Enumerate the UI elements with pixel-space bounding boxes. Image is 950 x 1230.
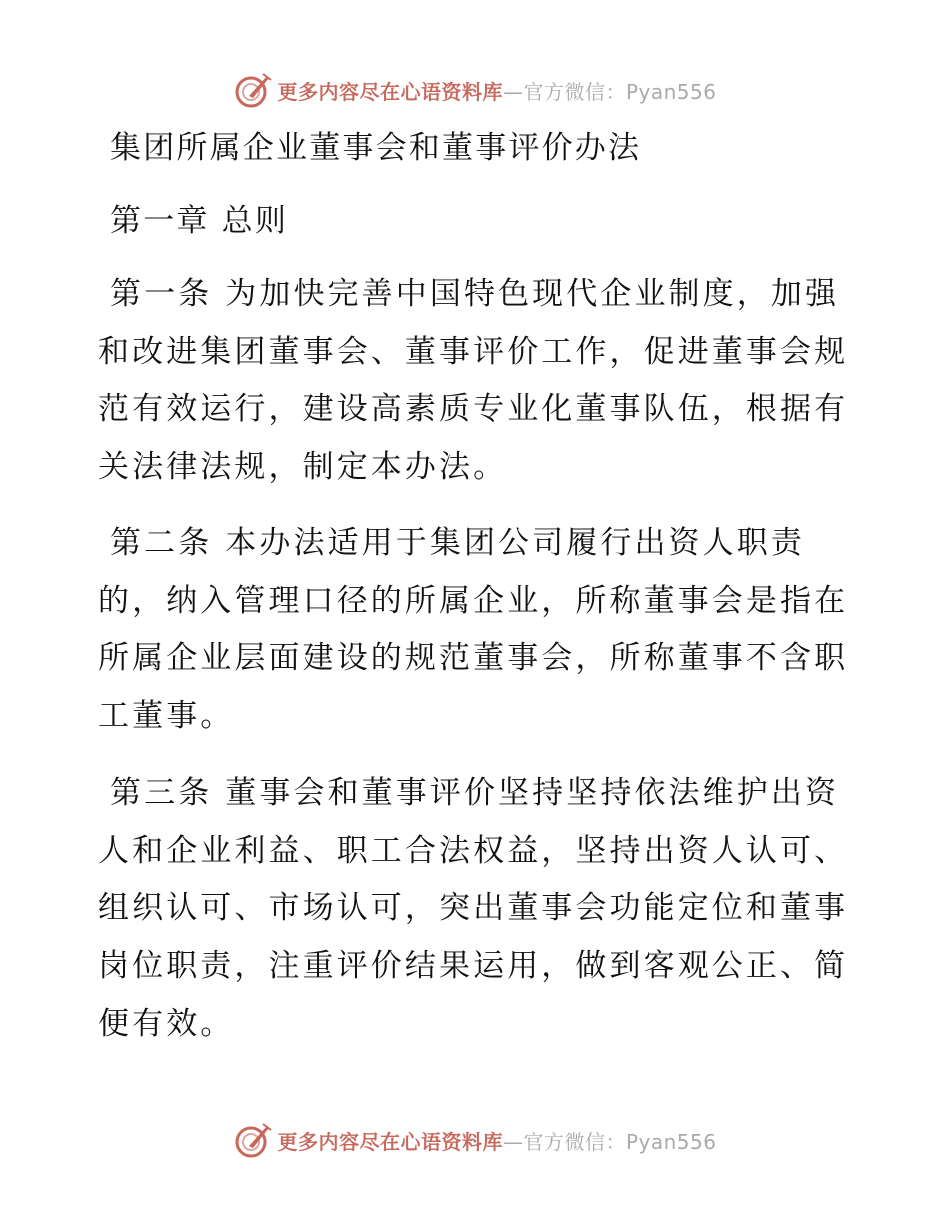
article-line: 岗位职责，注重评价结果运用，做到客观公正、简 <box>98 948 849 985</box>
watermark-gray-text: 官方微信：Pyan556 <box>523 79 717 104</box>
article-3 <box>98 765 850 1054</box>
article-line: 的，纳入管理口径的所属企业，所称董事会是指在 <box>98 582 849 619</box>
article-line: 关法律法规，制定本办法。 <box>98 449 508 486</box>
article-line: 范有效运行，建设高素质专业化董事队伍，根据有 <box>98 391 849 428</box>
article-line: 组织认可、市场认可，突出董事会功能定位和董事 <box>98 890 849 927</box>
article-line: 便有效。 <box>98 1005 235 1042</box>
watermark-footer <box>0 1118 950 1162</box>
article-line: 和改进集团董事会、董事评价工作，促进董事会规 <box>98 333 849 370</box>
watermark-red-text: 更多内容尽在心语资料库 <box>277 79 503 104</box>
article-line: 所属企业层面建设的规范董事会，所称董事不含职 <box>98 640 849 677</box>
article-1 <box>98 266 850 497</box>
watermark-gray-text: 官方微信：Pyan556 <box>523 1129 717 1154</box>
watermark-red-text: 更多内容尽在心语资料库 <box>277 1129 503 1154</box>
article-line: 人和企业利益、职工合法权益，坚持出资人认可、 <box>98 832 849 869</box>
watermark-dash: — <box>502 1129 524 1154</box>
document-title: 集团所属企业董事会和董事评价办法 <box>110 130 642 166</box>
article-line: 第二条 本办法适用于集团公司履行出资人职责 <box>110 525 805 561</box>
watermark-text <box>277 1126 716 1155</box>
article-line: 工董事。 <box>98 698 235 735</box>
quill-logo-icon <box>233 1120 273 1160</box>
watermark-header <box>0 68 950 112</box>
watermark-dash: — <box>502 79 524 104</box>
article-line: 第一条 为加快完善中国特色现代企业制度，加强 <box>110 276 840 312</box>
article-line: 第三条 董事会和董事评价坚持坚持依法维护出资 <box>110 775 840 811</box>
article-2 <box>98 515 850 746</box>
chapter-heading: 第一章 总则 <box>110 203 289 239</box>
watermark-text <box>277 76 716 105</box>
quill-logo-icon <box>233 70 273 110</box>
